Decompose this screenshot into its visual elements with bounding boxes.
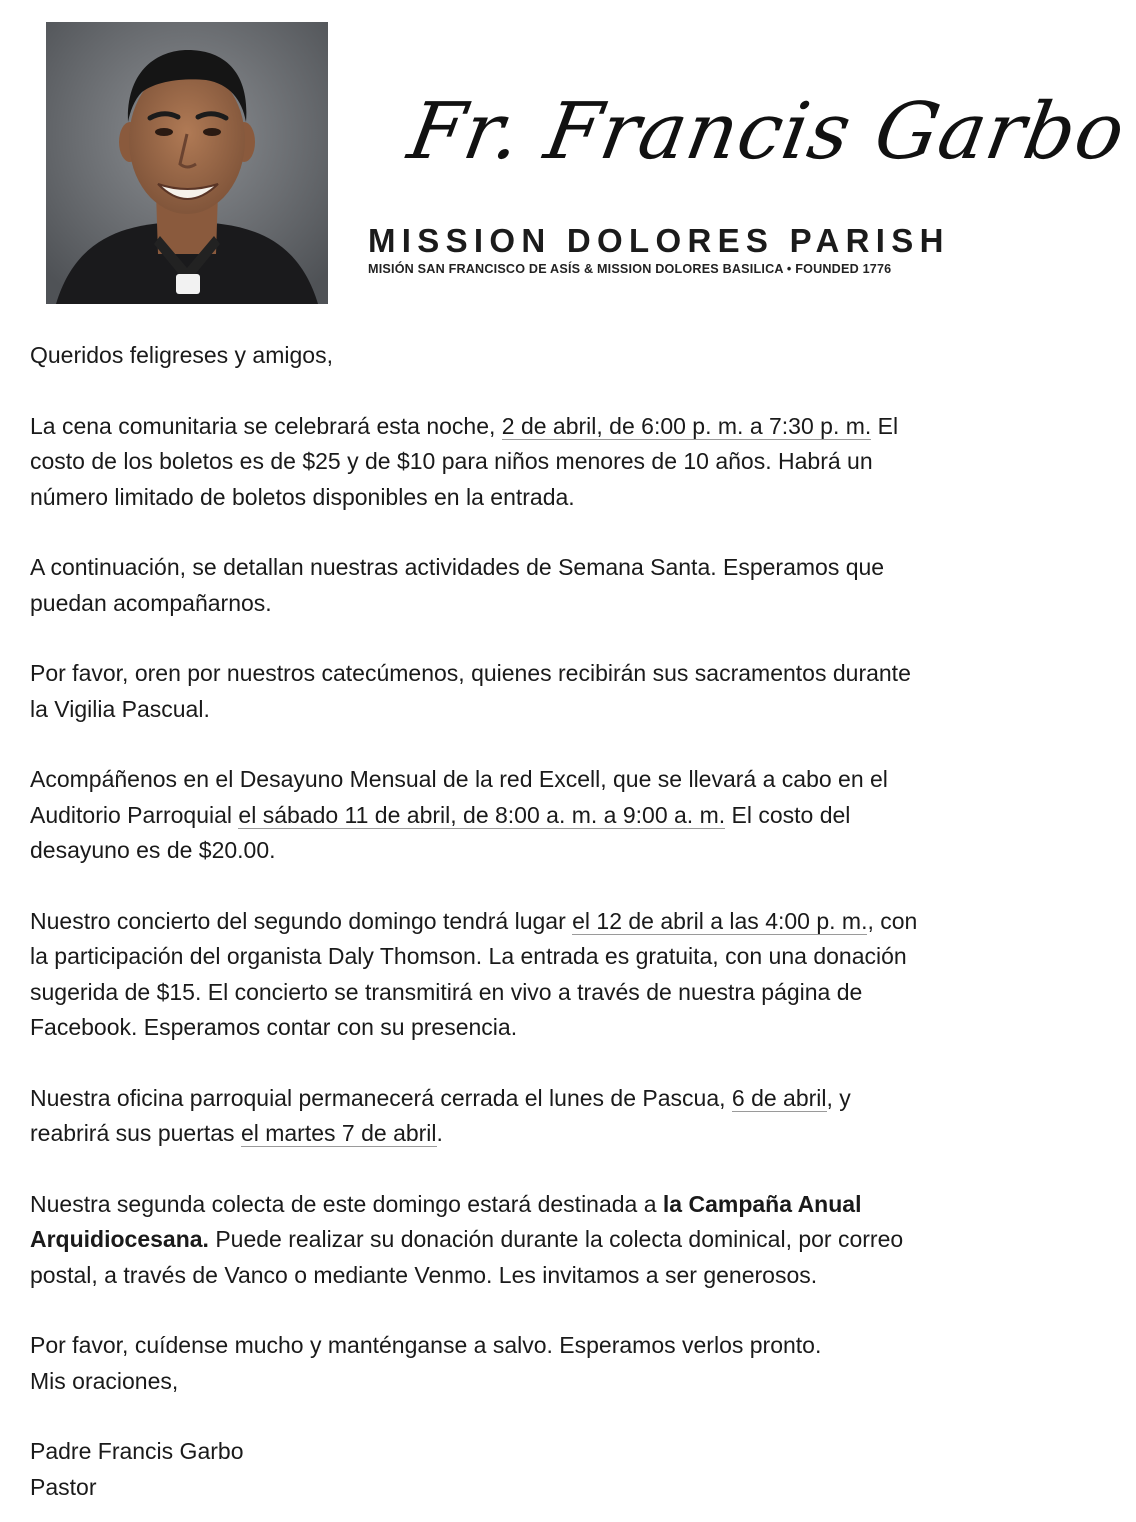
text: puedan acompañarnos.	[30, 589, 272, 616]
text: El	[871, 412, 899, 439]
paragraph-collection	[30, 1187, 1030, 1294]
concert-date-link[interactable]: el 12 de abril a las 4:00 p. m.	[572, 907, 868, 934]
signatory-name: Padre Francis Garbo	[30, 1438, 244, 1464]
reopen-date-link[interactable]: el martes 7 de abril	[240, 1120, 437, 1146]
text: .	[436, 1120, 443, 1146]
text: Auditorio Parroquial	[30, 801, 239, 828]
dinner-date-link[interactable]: 2 de abril, de 6:00 p. m. a 7:30 p. m.	[501, 412, 872, 439]
text: Nuestra oficina parroquial permanecerá cerrada el lunes de Pascua,	[30, 1084, 732, 1111]
text: la Vigilia Pascual.	[30, 695, 210, 722]
text: Nuestra segunda colecta de este domingo estará destinada a	[30, 1190, 663, 1217]
closing	[30, 1328, 1030, 1399]
paragraph-concert	[30, 904, 1030, 1046]
text: la participación del organista Daly Thomson. La entrada es gratuita, con una donación	[30, 943, 907, 969]
pastor-portrait	[46, 22, 328, 304]
text: , con	[867, 907, 918, 934]
paragraph-office-closed	[30, 1081, 1030, 1152]
text: Por favor, oren por nuestros catecúmenos, quienes recibirán sus sacramentos durante	[30, 660, 911, 686]
campaign-name: la Campaña Anual	[662, 1190, 862, 1217]
breakfast-date-link[interactable]: el sábado 11 de abril, de 8:00 a. m. a 9:00 a. m.	[238, 801, 726, 828]
paragraph-holy-week	[30, 550, 1030, 621]
pastor-signature: Fr. Francis Garbo	[402, 87, 1132, 177]
text: Nuestro concierto del segundo domingo tendrá lugar	[30, 907, 573, 934]
text: costo de los boletos es de $25 y de $10 para niños menores de 10 años. Habrá un	[30, 448, 873, 474]
text: Acompáñenos en el Desayuno Mensual de la red Excell, que se llevará a cabo en el	[30, 766, 888, 792]
text: número limitado de boletos disponibles en la entrada.	[30, 483, 575, 510]
letterhead	[0, 0, 1132, 320]
text: , y	[826, 1084, 851, 1111]
letter-body	[30, 338, 1030, 1505]
greeting: Queridos feligreses y amigos,	[30, 342, 333, 368]
portrait-image	[46, 22, 328, 304]
closing-line: Por favor, cuídense mucho y manténganse a salvo. Esperamos verlos pronto.	[30, 1332, 822, 1358]
text: reabrirá sus puertas	[30, 1120, 241, 1146]
text: postal, a través de Vanco o mediante Venmo. Les invitamos a ser generosos.	[30, 1261, 818, 1288]
closure-date-link[interactable]: 6 de abril	[731, 1084, 827, 1111]
text: sugerida de $15. El concierto se transmitirá en vivo a través de nuestra página de	[30, 978, 863, 1005]
signature-flourish	[430, 186, 930, 189]
parish-name: MISSION DOLORES PARISH	[368, 222, 950, 259]
text: La cena comunitaria se celebrará esta noche,	[30, 412, 502, 439]
sign-off	[30, 1434, 1030, 1505]
text: Puede realizar su donación durante la colecta dominical, por correo	[208, 1226, 904, 1252]
text: A continuación, se detallan nuestras actividades de Semana Santa. Esperamos que	[30, 554, 885, 580]
text: Facebook. Esperamos contar con su presencia.	[30, 1014, 518, 1040]
campaign-name: Arquidiocesana.	[30, 1226, 209, 1252]
paragraph-breakfast	[30, 762, 1030, 869]
paragraph-community-dinner	[30, 409, 1030, 516]
signatory-title: Pastor	[30, 1473, 97, 1500]
text: El costo del	[725, 801, 851, 828]
closing-line: Mis oraciones,	[30, 1367, 179, 1394]
paragraph-catechumens	[30, 656, 1030, 727]
text: desayuno es de $20.00.	[30, 837, 276, 863]
parish-subtitle: MISIÓN SAN FRANCISCO DE ASÍS & MISSION DOLORES BASILICA • FOUNDED 1776	[368, 262, 892, 276]
